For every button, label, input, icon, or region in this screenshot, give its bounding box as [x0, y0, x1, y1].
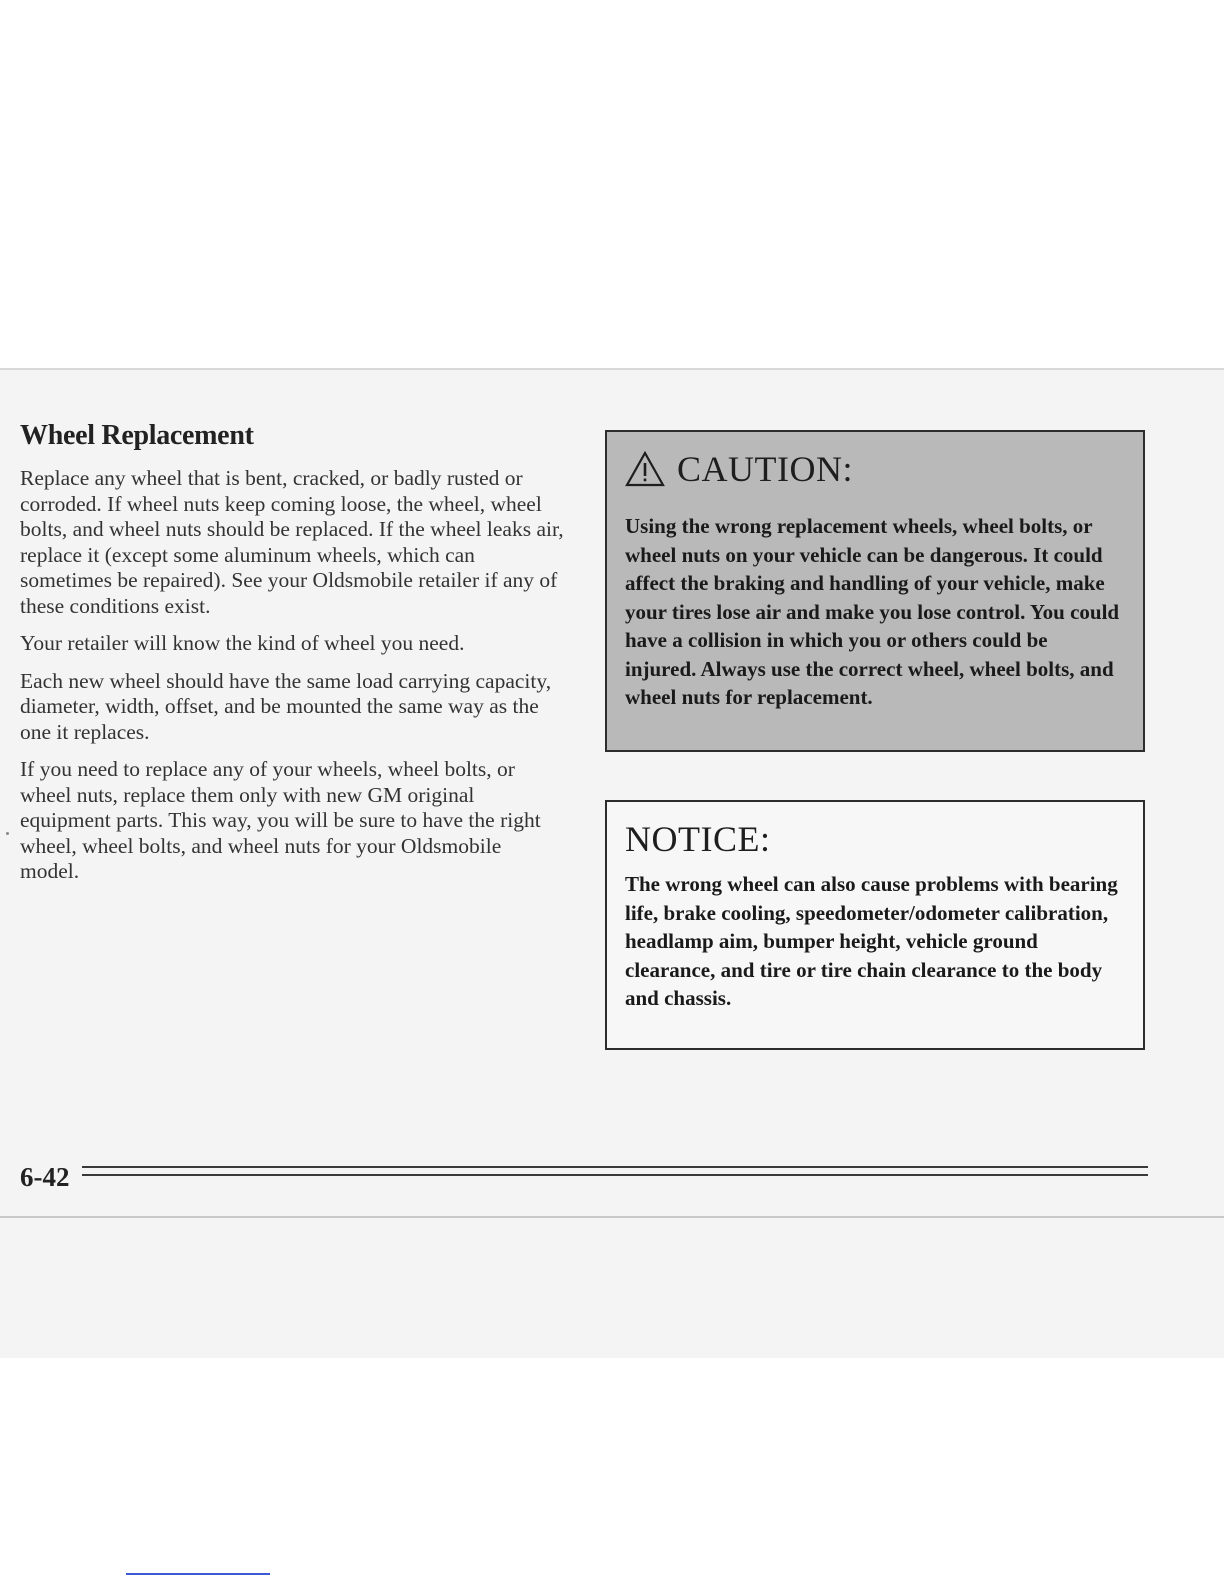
caution-box	[605, 430, 1145, 752]
scan-edge-divider	[0, 1216, 1224, 1218]
notice-text: The wrong wheel can also cause problems with bearing life, brake cooling, speedometer/odometer calibration, headlamp aim, bumper height, vehicle ground clearance, and tire or tire chain clearance to the body and chassis.	[625, 872, 1118, 1010]
caution-header	[625, 448, 1123, 490]
warning-triangle-icon	[625, 451, 665, 487]
caution-title: CAUTION:	[677, 449, 853, 489]
scan-speck	[6, 832, 9, 835]
notice-title: NOTICE:	[625, 819, 771, 859]
paragraph-3: Each new wheel should have the same load carrying capacity, diameter, width, offset, and be mounted the same way as the one it replaces.	[20, 668, 552, 744]
bottom-underline	[126, 1573, 270, 1575]
section-heading: Wheel Replacement	[20, 420, 254, 451]
caution-text: Using the wrong replacement wheels, wheel bolts, or wheel nuts on your vehicle can be dangerous. It could affect the braking and handling of your vehicle, make your tires lose air and make you lose control. You could have a collision in which you or others could be injured. Always use the correct wheel, wheel bolts, and wheel nuts for replacement.	[625, 514, 1120, 709]
footer-rule-top	[82, 1166, 1148, 1168]
footer-double-rule	[82, 1166, 1148, 1180]
footer-rule-bottom	[82, 1174, 1148, 1176]
main-text-column	[20, 420, 565, 897]
paragraph-4: If you need to replace any of your wheels, wheel bolts, or wheel nuts, replace them only with new GM original equipment parts. This way, you will be sure to have the right wheel, wheel bolts, and wheel nuts for your Oldsmobile model.	[20, 757, 541, 883]
paragraph-2: Your retailer will know the kind of wheel you need.	[20, 631, 465, 655]
notice-box	[605, 800, 1145, 1050]
paragraph-1: Replace any wheel that is bent, cracked, or badly rusted or corroded. If wheel nuts keep coming loose, the wheel, wheel bolts, and wheel nuts should be replaced. If the wheel leaks air, replace it (except some aluminum wheels, which can sometimes be repaired). See your Oldsmobile retailer if any of these conditions exist.	[20, 466, 564, 618]
page-number: 6-42	[20, 1162, 70, 1192]
